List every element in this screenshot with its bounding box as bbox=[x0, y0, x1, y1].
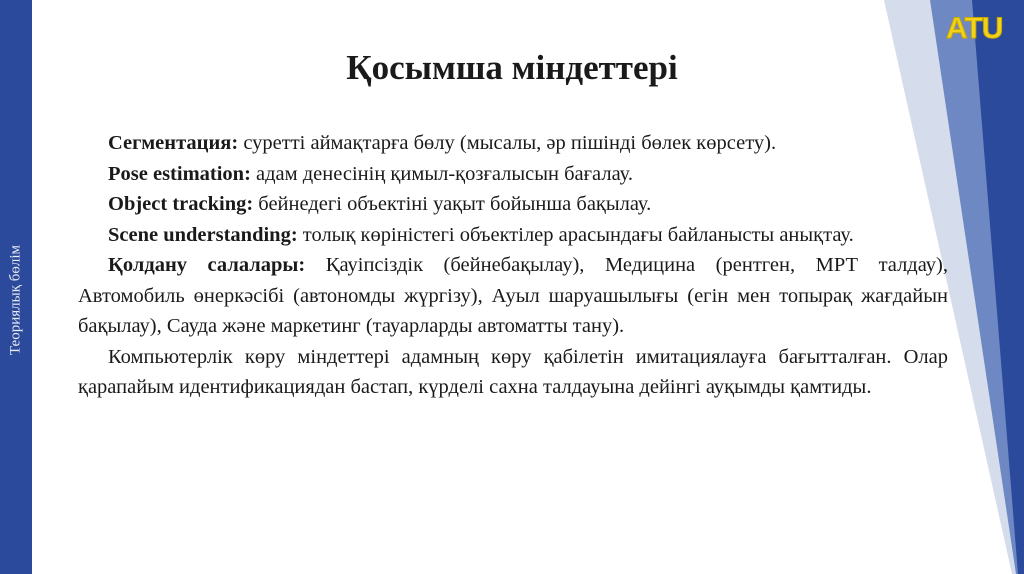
term: Pose estimation: bbox=[108, 162, 251, 185]
paragraph bbox=[78, 189, 948, 220]
text: Қауіпсіздік (бейнебақылау), Медицина (рентген, МРТ талдау), Автомобиль өнеркәсібі (автономды жүргізу), Ауыл шаруашылығы (егін мен топырақ жағдайын бақылау), Сауда және маркетинг (тауарларды автоматты тану). bbox=[78, 254, 948, 337]
paragraph bbox=[78, 342, 948, 403]
term: Scene understanding: bbox=[108, 223, 298, 246]
text: бейнедегі объектіні уақыт бойынша бақылау. bbox=[253, 193, 652, 215]
text: адам денесінің қимыл-қозғалысын бағалау. bbox=[250, 162, 633, 185]
atu-logo: ATU bbox=[946, 12, 1003, 45]
text: суретті аймақтарға бөлу (мысалы, әр пішінді бөлек көрсету). bbox=[238, 132, 777, 154]
term: Object tracking: bbox=[108, 193, 254, 215]
paragraph bbox=[78, 220, 948, 251]
term: Сегментация: bbox=[108, 132, 239, 154]
slide-title: Қосымша міндеттері bbox=[346, 48, 678, 87]
paragraph bbox=[78, 159, 948, 190]
section-label: Теориялық бөлім bbox=[7, 244, 24, 356]
paragraph bbox=[78, 250, 948, 342]
slide-body bbox=[78, 128, 948, 403]
term: Қолдану салалары: bbox=[108, 254, 306, 276]
paragraph bbox=[78, 128, 948, 159]
text: Компьютерлік көру міндеттері адамның көру қабілетін имитациялауға бағытталған. Олар қарапайым идентификациядан бастап, күрделі сахна талдауына дейінгі ауқымды қамтиды. bbox=[78, 345, 948, 398]
text: толық көріністегі объектілер арасындағы байланысты анықтау. bbox=[297, 223, 854, 246]
